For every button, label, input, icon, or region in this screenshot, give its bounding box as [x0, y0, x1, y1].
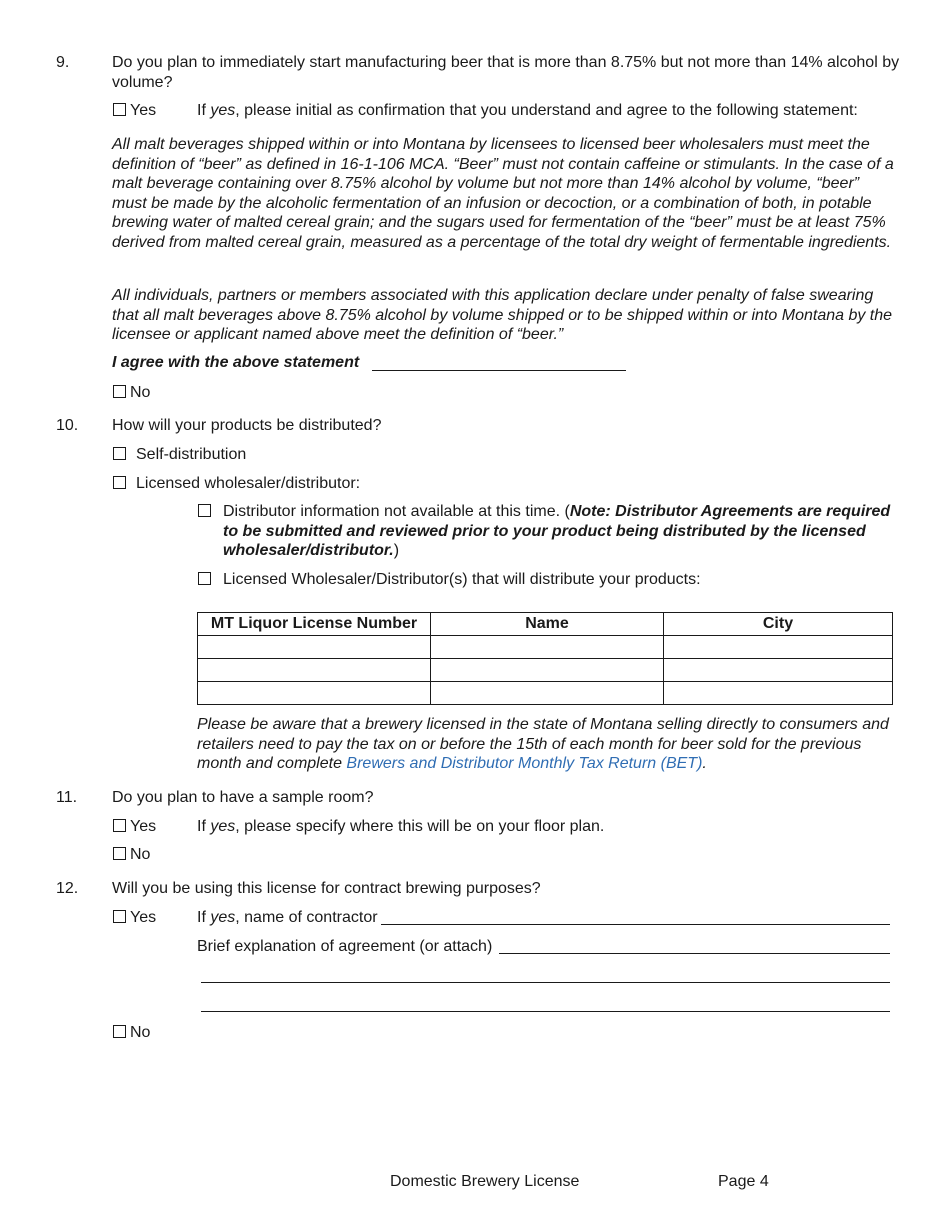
q12-number: 12.: [56, 880, 79, 897]
q10-unavailable-label: Distributor information not available at this time. (Note: Distributor Agreements are required to be submitted and reviewed prior to your product being distributed by the licensed wholesaler/distributor.): [223, 503, 891, 559]
q10-question: How will your products be distributed?: [112, 417, 382, 434]
q12-contractor-label: If yes, name of contractor: [197, 909, 378, 926]
q9-number: 9.: [56, 54, 70, 71]
q9-yes-checkbox[interactable]: [113, 103, 126, 116]
q10-wholesaler-option[interactable]: [113, 474, 360, 494]
table-cell[interactable]: [664, 682, 893, 705]
q11-yes-instruction: If yes, please specify where this will be on your floor plan.: [197, 818, 605, 835]
bet-link[interactable]: Brewers and Distributor Monthly Tax Return (BET): [346, 755, 703, 772]
distributor-agreement-note: Note: Distributor Agreements are required to be submitted and reviewed prior to your product being distributed by the licensed wholesaler/distributor.: [223, 503, 891, 559]
q9-yes-option[interactable]: [113, 101, 156, 121]
q10-self-option[interactable]: [113, 445, 246, 465]
footer-page-number: Page 4: [718, 1173, 769, 1190]
q9-initials-field[interactable]: [372, 370, 626, 371]
table-cell[interactable]: [198, 636, 431, 659]
q11-yes-checkbox[interactable]: [113, 819, 126, 832]
q11-no-label: No: [130, 846, 151, 863]
q11-yes-option[interactable]: [113, 817, 156, 837]
q10-number: 10.: [56, 417, 79, 434]
q12-no-option[interactable]: [113, 1023, 150, 1043]
explanation-field-line-1[interactable]: [499, 953, 890, 954]
q9-no-option[interactable]: [113, 383, 150, 403]
q9-agree-label: I agree with the above statement: [112, 354, 360, 371]
q11-yes-label: Yes: [130, 818, 157, 835]
table-cell[interactable]: [431, 659, 664, 682]
table-cell[interactable]: [198, 659, 431, 682]
distributor-table: [197, 612, 893, 705]
q10-self-label: Self-distribution: [136, 446, 247, 463]
explanation-field-line-2[interactable]: [201, 982, 890, 983]
table-cell[interactable]: [198, 682, 431, 705]
q12-yes-label: Yes: [130, 909, 157, 926]
q10-unavailable-checkbox-wrap[interactable]: [198, 502, 215, 522]
q10-unavailable-checkbox[interactable]: [198, 504, 211, 517]
table-header-license: MT Liquor License Number: [198, 613, 431, 636]
q12-yes-option[interactable]: [113, 908, 156, 928]
q10-self-checkbox[interactable]: [113, 447, 126, 460]
q12-yes-checkbox[interactable]: [113, 910, 126, 923]
q10-list-label: Licensed Wholesaler/Distributor(s) that will distribute your products:: [223, 571, 701, 588]
q10-wholesaler-checkbox[interactable]: [113, 476, 126, 489]
q9-yes-instruction: If yes, please initial as confirmation that you understand and agree to the following statement:: [197, 102, 858, 119]
q10-list-checkbox[interactable]: [198, 572, 211, 585]
tax-notice: Please be aware that a brewery licensed in the state of Montana selling directly to consumers and retailers need to pay the tax on or before the 15th of each month for beer sold for the previous month and complete Brewers and Distributor Monthly Tax Return (BET).: [197, 716, 889, 772]
q11-no-checkbox[interactable]: [113, 847, 126, 860]
table-cell[interactable]: [431, 682, 664, 705]
q9-statement-paragraph-2: All individuals, partners or members associated with this application declare under penalty of false swearing that all malt beverages above 8.75% alcohol by volume shipped or to be shipped within or into Montana by the licensee or applicant named above meet the definition of “beer.”: [112, 287, 893, 343]
q9-statement-paragraph-1: All malt beverages shipped within or into Montana by licensees to licensed beer wholesalers must meet the definition of “beer” as defined in 16-1-106 MCA. “Beer” must not contain caffeine or stimulants. In the case of a malt beverage containing over 8.75% alcohol by volume but not more than 14% alcohol by volume, “beer” must be made by the alcoholic fermentation of an infusion or decoction, or a combination of both, in potable brewing water of malted cereal grain; and the sugars used for fermentation of the “beer” must be at least 75% derived from malted cereal grain, measured as a percentage of the total dry weight of fermentable ingredients.: [112, 136, 894, 251]
q9-question: Do you plan to immediately start manufacturing beer that is more than 8.75% but not more than 14% alcohol by volume?: [112, 54, 900, 91]
table-cell[interactable]: [431, 636, 664, 659]
table-row: [198, 636, 893, 659]
q10-list-checkbox-wrap[interactable]: [198, 570, 215, 590]
table-header-row: [198, 613, 893, 636]
q11-question: Do you plan to have a sample room?: [112, 789, 374, 806]
footer-title: Domestic Brewery License: [390, 1173, 580, 1190]
q12-explanation-label: Brief explanation of agreement (or attach): [197, 938, 493, 955]
q9-yes-label: Yes: [130, 102, 157, 119]
q12-no-label: No: [130, 1024, 151, 1041]
q10-wholesaler-label: Licensed wholesaler/distributor:: [136, 475, 361, 492]
contractor-name-field[interactable]: [381, 924, 890, 925]
explanation-field-line-3[interactable]: [201, 1011, 890, 1012]
table-cell[interactable]: [664, 659, 893, 682]
q12-no-checkbox[interactable]: [113, 1025, 126, 1038]
table-header-city: City: [664, 613, 893, 636]
q12-question: Will you be using this license for contract brewing purposes?: [112, 880, 541, 897]
table-header-name: Name: [431, 613, 664, 636]
q11-number: 11.: [56, 789, 78, 806]
q9-no-checkbox[interactable]: [113, 385, 126, 398]
q9-no-label: No: [130, 384, 151, 401]
table-row: [198, 659, 893, 682]
q11-no-option[interactable]: [113, 845, 150, 865]
table-row: [198, 682, 893, 705]
table-cell[interactable]: [664, 636, 893, 659]
q9-agree-row: [112, 353, 359, 373]
